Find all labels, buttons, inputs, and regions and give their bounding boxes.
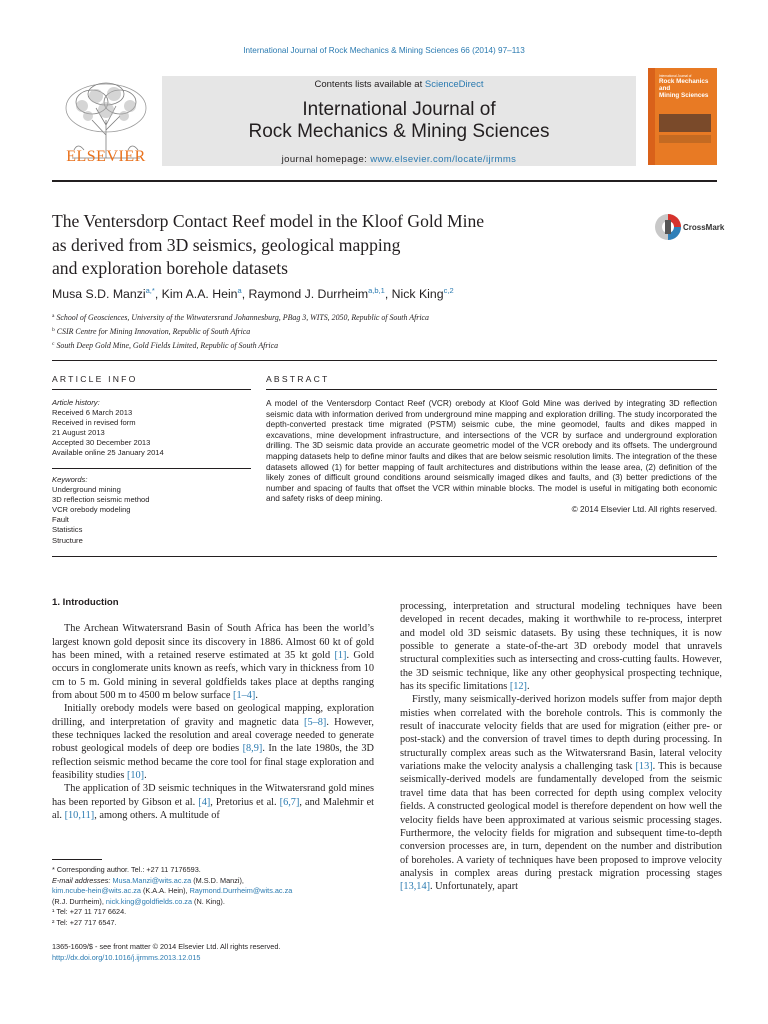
author-affil-ref[interactable]: a [237, 286, 242, 295]
author-affil-ref[interactable]: a,b,1 [368, 286, 385, 295]
journal-title-line1: International Journal of [302, 99, 496, 120]
email-label: E-mail addresses: [52, 875, 113, 885]
history-item: Received in revised form [52, 418, 136, 428]
affiliation-text: CSIR Centre for Mining Innovation, Republic of South Africa [56, 327, 251, 336]
paragraph-text: . However, these techniques lacked the resolution and areal coverage needed to generate robust geological models of deep ore bodies [52, 716, 374, 755]
journal-masthead [52, 68, 717, 175]
paragraph-text: . [255, 690, 258, 702]
email-owner: (R.J. Durrheim), [52, 896, 106, 906]
email-owner: (N. King). [192, 896, 225, 906]
body-paragraph [400, 693, 722, 893]
paragraph-text: The Archean Witwatersrand Basin of South Africa has been the world’s largest known gold deposit since its discovery in 1886. Almost 60 kt of gold has been mined, with a retained reserve estimated at 35 kt gold [52, 623, 374, 662]
abstract-rule [266, 389, 717, 390]
history-item: Received 6 March 2013 [52, 408, 133, 418]
contents-line [162, 79, 636, 90]
footnotes [52, 865, 374, 928]
email-addresses [52, 876, 374, 887]
author-name: Raymond J. Durrheim [248, 287, 369, 301]
body-column-right [400, 600, 722, 894]
article-history [52, 398, 251, 459]
cover-title-line2: Rock Mechanics [659, 78, 709, 85]
body-column-left [52, 596, 374, 823]
body-paragraph [400, 600, 722, 693]
keyword-item: Fault [52, 515, 69, 525]
footnote-2: ² Tel: +27 717 6547. [52, 917, 117, 927]
section-heading: 1. Introduction [52, 597, 119, 608]
journal-title [162, 99, 636, 143]
abstract-heading: ABSTRACT [266, 374, 330, 384]
crossmark-label[interactable]: CrossMark [683, 223, 725, 232]
paragraph-text: . This is because seismically-derived models are fundamentally developed from the seismic travel time data that has been corrected for depth using complex velocity fields. A constructed geological model is therefore dependent on how well the velocity fields have been approximated at various seismic processing stages. Furthermore, the velocity fields for migration and subsequent time-to-depth conversion processes are, in turn, dependent on the number and distribution of boreholes. A variety of techniques have been proposed to improve velocity analysis in complex areas during prestack migration processing stages [400, 761, 722, 879]
paragraph-text: , among others. A multitude of [94, 810, 220, 822]
citation-link[interactable]: [12] [509, 681, 527, 693]
paragraph-text: , Pretorius et al. [210, 796, 280, 808]
paragraph-text: Initially orebody models were based on geological mapping, exploration drilling, and interpretation of gravity and magnetic data [52, 703, 374, 728]
citation-link[interactable]: [10] [126, 770, 145, 782]
abstract-bottom-rule [52, 556, 717, 557]
journal-title-line2: Rock Mechanics & Mining Sciences [248, 121, 550, 142]
citation-link[interactable]: [1–4] [233, 690, 256, 702]
masthead-rule [52, 180, 717, 182]
paragraph-text: . [526, 681, 530, 693]
elsevier-wordmark: ELSEVIER [66, 148, 146, 165]
sciencedirect-link[interactable]: ScienceDirect [424, 79, 484, 90]
abstract-copyright: © 2014 Elsevier Ltd. All rights reserved. [571, 503, 717, 514]
citation-link[interactable]: [1] [334, 650, 347, 662]
article-history-label: Article history: [52, 398, 100, 407]
keyword-item: 3D reflection seismic method [52, 495, 150, 505]
abstract-text: A model of the Ventersdorp Contact Reef (VCR) orebody at Kloof Gold Mine was derived by integrating 3D reflection seismic data with information derived from underground mine mapping and exploration drilling. The study incorporated the depth-converted prestack time migrated (PSTM) seismic cube, the mine geomodel, faults and dikes mapped in excavations, mine development infrastructure, and intersections of the VCR by surface and underground exploration drilling. The 3D seismic data provide an accurate geometric model of the VCR orebody and its offsets. The underground mapping datasets help to define minor faults and dikes that are below seismic resolution limits. The integration of the these datasets allowed (1) for better mapping of fault architectures and distributions within the lease area, (2) definition of the likely zones of difficult ground conditions around seismically imaged dikes and faults, and (3) better predictions of the number and spacing of faults that offset the VCR within minable blocks. The model is useful in mitigating both economic and safety risks of deep mining. [266, 398, 717, 504]
affiliation-key: c [52, 341, 55, 347]
article-title-line3: and exploration borehole datasets [52, 258, 288, 278]
affiliation-item [52, 310, 717, 324]
email-link[interactable]: Raymond.Durrheim@wits.ac.za [189, 886, 293, 895]
author-affil-ref[interactable]: c,2 [443, 286, 454, 295]
cover-image [659, 114, 711, 132]
article-info-rule [52, 389, 251, 390]
history-item: 21 August 2013 [52, 428, 105, 438]
citation-link[interactable]: [6,7] [279, 796, 300, 808]
homepage-link[interactable]: www.elsevier.com/locate/ijrmms [370, 154, 517, 165]
journal-header-box [162, 76, 636, 166]
affiliation-text: South Deep Gold Mine, Gold Fields Limited, Republic of South Africa [56, 341, 279, 350]
paragraph-text: . [144, 770, 147, 782]
history-item: Accepted 30 December 2013 [52, 438, 151, 448]
doi-link[interactable]: http://dx.doi.org/10.1016/j.ijrmms.2013.12.015 [52, 953, 201, 962]
affiliation-key: a [52, 313, 55, 319]
author-name: Musa S.D. Manzi [52, 287, 146, 301]
paragraph-text: Firstly, many seismically-derived horizon models suffer from major depth misties when correlated with the borehole controls. This is commonly the result of inaccurate velocity fields that are used for migration (either pre- or post-stack) and the conversion of travel times to depth during processing. In structurally complex areas such as the Witwatersrand Basin, lateral velocity variations make the velocity analysis a challenging task [400, 694, 722, 773]
keyword-item: Structure [52, 535, 83, 545]
keyword-item: Statistics [52, 525, 83, 535]
keywords [52, 475, 251, 546]
cover-title-line3: and [659, 85, 671, 92]
cover-band [659, 135, 711, 143]
email-link[interactable]: Musa.Manzi@wits.ac.za [112, 875, 192, 885]
author-name: Nick King [391, 287, 444, 301]
article-info-divider [52, 468, 251, 469]
corresponding-author-note: * Corresponding author. Tel.: +27 11 7176593. [52, 865, 201, 874]
email-link[interactable]: nick.king@goldfields.co.za [105, 896, 193, 906]
article-info-heading: ARTICLE INFO [52, 374, 138, 384]
homepage-prefix: journal homepage: [281, 154, 371, 165]
paragraph-text: . In the late 1980s, the 3D reflection seismic method became the core tool for final stage exploration and feasibility studies [52, 743, 374, 782]
email-link[interactable]: kim.ncube-hein@wits.ac.za [52, 886, 141, 895]
author-list: Musa S.D. Manzi$^{a,*}$, Kim A.A. Hein$^a$, Raymond J. Durrheim$^{a,b,1}$, Nick King$^{c,2}$ [52, 286, 454, 301]
paragraph-text: . Unfortunately, apart [430, 881, 518, 893]
email-owner: (K.A.A. Hein), [140, 886, 190, 895]
journal-cover-thumbnail[interactable] [648, 68, 717, 165]
keyword-item: VCR orebody modeling [52, 505, 131, 515]
affiliations [52, 310, 717, 352]
citation-link[interactable]: [13,14] [400, 881, 431, 893]
cover-title [659, 74, 715, 99]
article-title-line2: as derived from 3D seismics, geological mapping [52, 234, 401, 255]
keywords-label: Keywords: [52, 475, 88, 484]
affiliation-item [52, 324, 717, 338]
issn-line: 1365-1609/$ - see front matter © 2014 Elsevier Ltd. All rights reserved. [52, 942, 281, 951]
cover-title-line1: International Journal of [659, 74, 692, 78]
section-rule [52, 360, 717, 361]
paragraph-text: . Gold occurs in conglomerate units known as reefs, which vary in thickness from 10 cm to 5 m. Gold mining in several goldfields takes place at depths ranging from about 500 m to 4500 m below surface [52, 650, 374, 702]
paragraph-text: , and Malehmir et al. [52, 796, 374, 822]
body-paragraph [52, 782, 374, 822]
citation-link[interactable]: [8,9] [242, 743, 263, 755]
email-owner: (M.S.D. Manzi), [191, 875, 244, 885]
keyword-item: Underground mining [52, 485, 121, 495]
citation-link[interactable]: [5–8] [304, 716, 327, 728]
affiliation-item [52, 338, 717, 352]
issn-block [52, 941, 374, 963]
contents-prefix: Contents lists available at [314, 79, 425, 90]
email-addresses [52, 886, 374, 897]
history-item: Available online 25 January 2014 [52, 448, 164, 458]
email-addresses [52, 897, 374, 908]
article-title-line1: The Ventersdorp Contact Reef model in the Kloof Gold Mine [52, 211, 485, 231]
author-name: Kim A.A. Hein [161, 287, 238, 301]
footnote-rule [52, 859, 102, 860]
journal-homepage [162, 154, 636, 165]
affiliation-text: School of Geosciences, University of the Witwatersrand Johannesburg, PBag 3, WITS, 2050, Republic of South Africa [56, 313, 429, 322]
cover-spine [648, 68, 655, 165]
footnote-1: ¹ Tel: +27 11 717 6624. [52, 907, 127, 916]
article-title [52, 210, 592, 281]
citation-link[interactable]: [10,11] [64, 810, 95, 822]
cover-title-line4: Mining Sciences [659, 92, 709, 99]
abstract-body [266, 398, 717, 515]
paragraph-text: processing, interpretation and structural modeling techniques have been developed in recent decades, making it worthwhile to re-process, interpret and model old 3D seismic datasets. By using these techniques, it is now possible to generate a state-of-the-art 3D orebody model that unravels structural complexities such as intersecting and cross-cutting faults. However, the 3D seismic technique, like any other geophysical prospecting technique, has its specific limitations [400, 601, 722, 693]
citation-link[interactable]: [4] [198, 796, 211, 808]
running-head[interactable]: International Journal of Rock Mechanics & Mining Sciences 66 (2014) 97–113 [243, 46, 525, 55]
body-paragraph [52, 702, 374, 782]
citation-link[interactable]: [13] [635, 761, 653, 773]
paragraph-text: The application of 3D seismic techniques in the Witwatersrand gold mines has been reported by Gibson et al. [52, 783, 374, 808]
body-paragraph [52, 622, 374, 702]
affiliation-key: b [52, 327, 55, 333]
author-affil-ref[interactable]: a,* [145, 286, 155, 295]
